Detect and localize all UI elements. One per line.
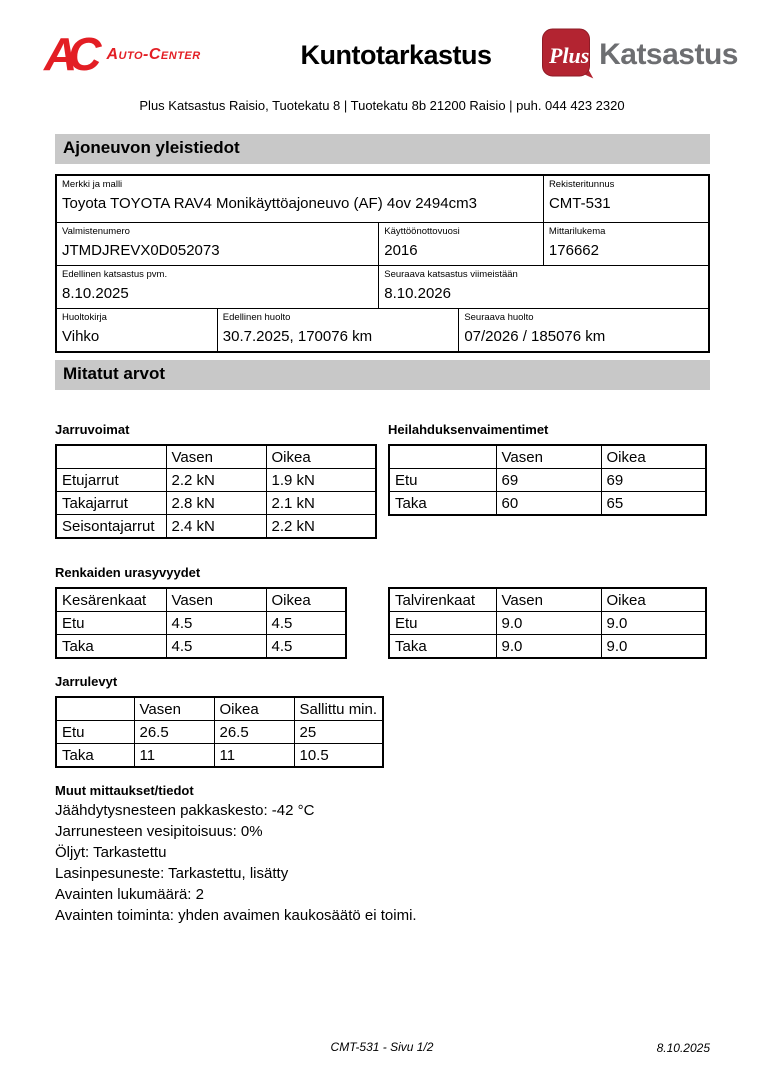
brake-forces-block — [55, 390, 388, 539]
table-header-cell: Talvirenkaat — [389, 588, 496, 612]
table-cell: 4.5 — [166, 612, 266, 635]
field-label: Edellinen huolto — [222, 312, 291, 323]
table-header-cell: Oikea — [601, 588, 706, 612]
dampers-table — [388, 444, 707, 516]
report-body — [55, 134, 710, 926]
auto-center-logo — [44, 28, 254, 81]
table-cell: 1.9 kN — [266, 469, 376, 492]
page-footer — [0, 1040, 764, 1054]
table-header-row — [389, 588, 706, 612]
table-row — [389, 612, 706, 635]
table-header-cell — [389, 445, 496, 469]
field-first-use-year — [379, 223, 544, 265]
summer-tires-table — [55, 587, 347, 659]
footer-date: 8.10.2025 — [656, 1041, 710, 1055]
report-header — [0, 0, 764, 84]
table-cell: 2.1 kN — [266, 492, 376, 515]
section-title-measured-values: Mitatut arvot — [55, 360, 710, 390]
summer-tires-block — [55, 587, 388, 659]
table-header-cell: Vasen — [496, 445, 601, 469]
field-value: 2016 — [384, 242, 418, 259]
table-header-cell — [56, 445, 166, 469]
field-label: Seuraava huolto — [464, 312, 534, 323]
field-value: CMT-531 — [548, 195, 611, 212]
brake-discs-table — [55, 696, 384, 768]
tire-depths-caption: Renkaiden urasyvyydet — [55, 565, 201, 580]
table-cell: 9.0 — [601, 635, 706, 659]
measurement-note: Avainten toiminta: yhden avaimen kaukosäätö ei toimi. — [55, 907, 417, 924]
table-cell: 2.4 kN — [166, 515, 266, 539]
field-next-inspection — [379, 266, 708, 308]
field-service-book — [57, 309, 218, 351]
table-cell: 2.2 kN — [266, 515, 376, 539]
field-label: Valmistenumero — [62, 226, 130, 237]
section-title-general-info: Ajoneuvon yleistiedot — [55, 134, 710, 164]
brakes-dampers-row — [55, 390, 710, 539]
field-label: Seuraava katsastus viimeistään — [384, 269, 518, 280]
table-row — [56, 721, 383, 744]
field-label: Mittarilukema — [548, 226, 606, 237]
table-cell: 26.5 — [214, 721, 294, 744]
table-header-cell: Oikea — [266, 445, 376, 469]
dampers-caption: Heilahduksenvaimentimet — [388, 422, 549, 437]
table-row — [56, 469, 376, 492]
table-header-row — [389, 445, 706, 469]
table-cell: 69 — [496, 469, 601, 492]
table-cell: Taka — [389, 492, 496, 516]
vehicle-info-table — [55, 174, 710, 353]
field-previous-service — [218, 309, 460, 351]
table-header-row — [56, 697, 383, 721]
katsastus-logo-text: Katsastus — [599, 38, 738, 71]
table-header-cell: Sallittu min. — [294, 697, 383, 721]
table-header-cell: Vasen — [166, 445, 266, 469]
winter-tires-block — [388, 587, 710, 659]
plus-bubble-text: Plus — [549, 43, 590, 68]
field-value: 8.10.2025 — [62, 285, 129, 302]
table-header-cell: Vasen — [496, 588, 601, 612]
table-cell: 2.8 kN — [166, 492, 266, 515]
field-label: Rekisteritunnus — [548, 179, 615, 190]
info-row-inspection — [57, 266, 708, 309]
plus-katsastus-logo — [538, 26, 738, 84]
other-measurements-list — [55, 800, 710, 926]
table-row — [56, 492, 376, 515]
winter-tires-table — [388, 587, 707, 659]
table-cell: 11 — [134, 744, 214, 768]
table-cell: Seisontajarrut — [56, 515, 166, 539]
info-row-make — [57, 176, 708, 223]
field-value: 07/2026 / 185076 km — [464, 328, 606, 345]
field-label: Huoltokirja — [62, 312, 107, 323]
auto-center-logo-mark: AC — [44, 28, 93, 81]
auto-center-logo-text: Auto-Center — [106, 45, 201, 63]
table-header-row — [56, 588, 346, 612]
table-row — [56, 635, 346, 659]
field-next-service — [459, 309, 708, 351]
table-cell: 9.0 — [601, 612, 706, 635]
table-header-cell: Oikea — [601, 445, 706, 469]
table-cell: 9.0 — [496, 635, 601, 659]
table-cell: 25 — [294, 721, 383, 744]
brake-forces-table — [55, 444, 377, 539]
field-value: Vihko — [62, 328, 100, 345]
table-cell: 60 — [496, 492, 601, 516]
table-cell: Taka — [56, 744, 134, 768]
table-cell: 10.5 — [294, 744, 383, 768]
measurement-note: Lasinpesuneste: Tarkastettu, lisätty — [55, 865, 289, 882]
field-value: 8.10.2026 — [384, 285, 451, 302]
brake-forces-caption: Jarruvoimat — [55, 422, 130, 437]
table-cell: Taka — [56, 635, 166, 659]
brake-discs-caption: Jarrulevyt — [55, 674, 118, 689]
table-cell: 4.5 — [266, 635, 346, 659]
table-cell: 65 — [601, 492, 706, 516]
table-header-cell: Vasen — [134, 697, 214, 721]
dampers-block — [388, 390, 710, 539]
table-cell: 69 — [601, 469, 706, 492]
table-row — [389, 492, 706, 516]
plus-bubble-icon — [541, 26, 597, 84]
footer-page-number: CMT-531 - Sivu 1/2 — [330, 1040, 434, 1054]
field-make-model — [57, 176, 544, 222]
table-header-cell — [56, 697, 134, 721]
table-cell: 26.5 — [134, 721, 214, 744]
table-cell: Etu — [56, 721, 134, 744]
table-cell: 4.5 — [166, 635, 266, 659]
table-row — [389, 635, 706, 659]
table-header-row — [56, 445, 376, 469]
field-label: Merkki ja malli — [62, 179, 123, 190]
measurement-note: Öljyt: Tarkastettu — [55, 844, 167, 861]
table-cell: 9.0 — [496, 612, 601, 635]
field-odometer — [544, 223, 708, 265]
field-label: Edellinen katsastus pvm. — [62, 269, 168, 280]
tires-row — [55, 587, 710, 659]
table-header-cell: Vasen — [166, 588, 266, 612]
table-cell: 4.5 — [266, 612, 346, 635]
table-header-cell: Oikea — [266, 588, 346, 612]
table-row — [389, 469, 706, 492]
table-cell: Taka — [389, 635, 496, 659]
station-address: Plus Katsastus Raisio, Tuotekatu 8 | Tuotekatu 8b 21200 Raisio | puh. 044 423 2320 — [139, 98, 625, 113]
field-value: 176662 — [548, 242, 599, 259]
table-cell: 2.2 kN — [166, 469, 266, 492]
field-registration — [544, 176, 708, 222]
measurement-note: Jarrunesteen vesipitoisuus: 0% — [55, 823, 263, 840]
field-vin — [57, 223, 379, 265]
table-row — [56, 515, 376, 539]
table-cell: Etu — [389, 612, 496, 635]
field-value: Toyota TOYOTA RAV4 Monikäyttöajoneuvo (AF) 4ov 2494cm3 — [62, 195, 477, 212]
table-header-cell: Oikea — [214, 697, 294, 721]
table-row — [56, 744, 383, 768]
table-cell: Etu — [389, 469, 496, 492]
info-row-service — [57, 309, 708, 351]
field-label: Käyttöönottovuosi — [384, 226, 460, 237]
table-cell: Etujarrut — [56, 469, 166, 492]
table-cell: Takajarrut — [56, 492, 166, 515]
measurement-note: Avainten lukumäärä: 2 — [55, 886, 204, 903]
measurement-note: Jäähdytysnesteen pakkaskesto: -42 °C — [55, 802, 315, 819]
table-header-cell: Kesärenkaat — [56, 588, 166, 612]
field-previous-inspection — [57, 266, 379, 308]
field-value: JTMDJREVX0D052073 — [62, 242, 220, 259]
table-row — [56, 612, 346, 635]
field-value: 30.7.2025, 170076 km — [222, 328, 373, 345]
info-row-vin — [57, 223, 708, 266]
other-measurements-caption: Muut mittaukset/tiedot — [55, 783, 194, 798]
table-cell: Etu — [56, 612, 166, 635]
table-cell: 11 — [214, 744, 294, 768]
page-title: Kuntotarkastus — [300, 39, 492, 70]
